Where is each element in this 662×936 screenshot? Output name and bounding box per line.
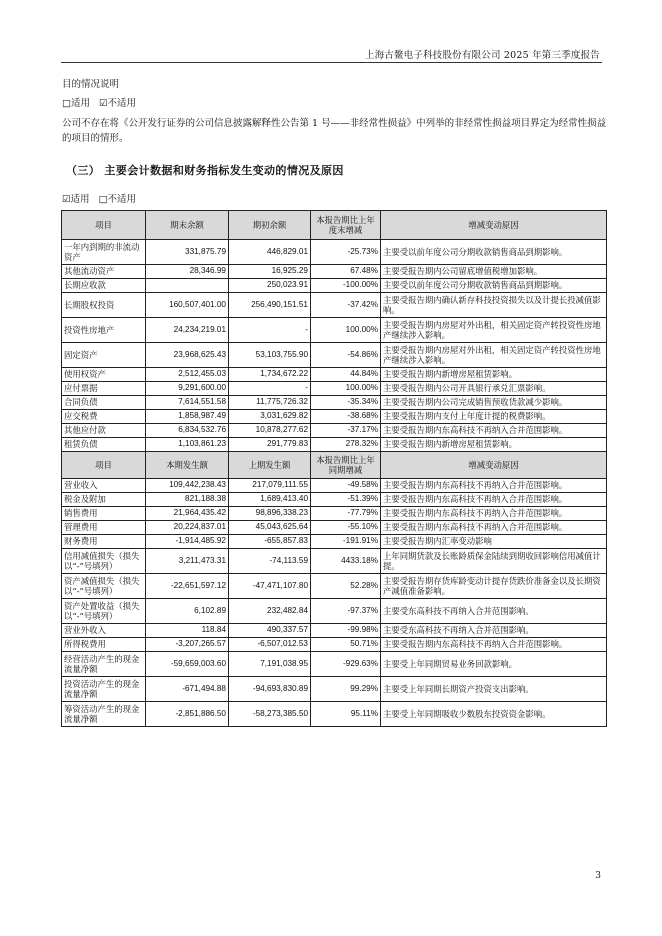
value-prior: 11,775,726.32 bbox=[229, 396, 311, 410]
change-percent: -77.79% bbox=[311, 507, 381, 521]
table-row bbox=[62, 652, 607, 677]
table-row bbox=[62, 479, 607, 493]
column-header: 期初余额 bbox=[229, 211, 311, 240]
value-current: 118.84 bbox=[146, 624, 229, 638]
table-row bbox=[62, 410, 607, 424]
item-name: 销售费用 bbox=[62, 507, 146, 521]
value-prior: 3,031,629.82 bbox=[229, 410, 311, 424]
change-percent: -35.34% bbox=[311, 396, 381, 410]
table-row bbox=[62, 493, 607, 507]
item-name: 投资活动产生的现金流量净额 bbox=[62, 677, 146, 702]
change-percent: -97.37% bbox=[311, 599, 381, 624]
value-current: 6,834,532.76 bbox=[146, 424, 229, 438]
checkbox-applicable[interactable]: □适用 bbox=[62, 98, 90, 109]
value-prior: 256,490,151.51 bbox=[229, 293, 311, 318]
table-row bbox=[62, 240, 607, 265]
table-row bbox=[62, 293, 607, 318]
value-prior: - bbox=[229, 382, 311, 396]
change-reason: 主要受报告期内东高科技不再纳入合并范围影响。 bbox=[381, 424, 607, 438]
change-percent: 95.11% bbox=[311, 702, 381, 727]
item-name: 长期应收款 bbox=[62, 279, 146, 293]
change-reason: 主要受报告期内房屋对外出租，相关固定资产转投资性房地产继续涉入影响。 bbox=[381, 318, 607, 343]
value-prior: 53,103,755.90 bbox=[229, 343, 311, 368]
column-header: 上期发生额 bbox=[229, 452, 311, 479]
column-header: 增减变动原因 bbox=[381, 211, 607, 240]
value-prior: -74,113.59 bbox=[229, 549, 311, 574]
change-percent: -55.10% bbox=[311, 521, 381, 535]
change-reason: 主要受报告期存货库龄变动计提存货跌价准备金以及长期资产减值准备影响。 bbox=[381, 574, 607, 599]
value-current: 109,442,238.43 bbox=[146, 479, 229, 493]
value-current: 23,968,625.43 bbox=[146, 343, 229, 368]
change-reason: 主要受报告期内支付上年度计提的税费影响。 bbox=[381, 410, 607, 424]
change-percent: -37.17% bbox=[311, 424, 381, 438]
item-name: 财务费用 bbox=[62, 535, 146, 549]
change-percent: -51.39% bbox=[311, 493, 381, 507]
change-percent: -99.98% bbox=[311, 624, 381, 638]
item-name: 使用权资产 bbox=[62, 368, 146, 382]
value-current: 9,291,600.00 bbox=[146, 382, 229, 396]
item-name: 固定资产 bbox=[62, 343, 146, 368]
table-row bbox=[62, 318, 607, 343]
change-percent: -38.68% bbox=[311, 410, 381, 424]
value-current: 6,102.89 bbox=[146, 599, 229, 624]
change-percent: 67.48% bbox=[311, 265, 381, 279]
checkbox-not-applicable[interactable]: □不适用 bbox=[98, 194, 137, 205]
value-prior: -655,857.83 bbox=[229, 535, 311, 549]
table-row bbox=[62, 521, 607, 535]
table-row bbox=[62, 574, 607, 599]
change-reason: 主要受上年同期贸易业务回款影响。 bbox=[381, 652, 607, 677]
change-reason: 主要受报告期内公司开具银行承兑汇票影响。 bbox=[381, 382, 607, 396]
change-percent: 4433.18% bbox=[311, 549, 381, 574]
change-reason: 主要受以前年度公司分期收款销售商品到期影响。 bbox=[381, 240, 607, 265]
change-reason: 主要受报告期内房屋对外出租，相关固定资产转投资性房地产继续涉入影响。 bbox=[381, 343, 607, 368]
value-current: -1,914,485.92 bbox=[146, 535, 229, 549]
change-reason: 主要受报告期内东高科技不再纳入合并范围影响。 bbox=[381, 638, 607, 652]
section-title: （三） 主要会计数据和财务指标发生变动的情况及原因 bbox=[66, 164, 344, 177]
table-row bbox=[62, 677, 607, 702]
change-percent: -54.86% bbox=[311, 343, 381, 368]
value-current: 821,188.38 bbox=[146, 493, 229, 507]
column-header: 增减变动原因 bbox=[381, 452, 607, 479]
change-percent: -49.58% bbox=[311, 479, 381, 493]
table-header-row bbox=[62, 452, 607, 479]
report-header-title: 上海古鳌电子科技股份有限公司 2025 年第三季度报告 bbox=[364, 50, 600, 61]
change-reason: 主要受上年同期吸收少数股东投资资金影响。 bbox=[381, 702, 607, 727]
item-name: 管理费用 bbox=[62, 521, 146, 535]
value-prior: 10,878,277.62 bbox=[229, 424, 311, 438]
table-row bbox=[62, 535, 607, 549]
header-divider bbox=[61, 62, 602, 63]
table-row bbox=[62, 424, 607, 438]
change-percent: -100.00% bbox=[311, 279, 381, 293]
value-prior: 16,925.29 bbox=[229, 265, 311, 279]
change-reason: 主要受报告期内东高科技不再纳入合并范围影响。 bbox=[381, 507, 607, 521]
table-row bbox=[62, 382, 607, 396]
value-prior: -94,693,830.89 bbox=[229, 677, 311, 702]
table-header-row bbox=[62, 211, 607, 240]
change-percent: 99.29% bbox=[311, 677, 381, 702]
item-name: 一年内到期的非流动资产 bbox=[62, 240, 146, 265]
checkbox-group-2 bbox=[62, 193, 142, 207]
table-row bbox=[62, 507, 607, 521]
value-prior: 45,043,625.64 bbox=[229, 521, 311, 535]
column-header: 本期发生额 bbox=[146, 452, 229, 479]
item-name: 其他流动资产 bbox=[62, 265, 146, 279]
value-current: 160,507,401.00 bbox=[146, 293, 229, 318]
value-prior: -6,507,012.53 bbox=[229, 638, 311, 652]
item-name: 税金及附加 bbox=[62, 493, 146, 507]
table-row bbox=[62, 438, 607, 452]
item-name: 资产减值损失（损失以“-”号填列） bbox=[62, 574, 146, 599]
value-prior: 490,337.57 bbox=[229, 624, 311, 638]
item-name: 资产处置收益（损失以“-”号填列） bbox=[62, 599, 146, 624]
table-row bbox=[62, 624, 607, 638]
change-reason: 主要受东高科技不再纳入合并范围影响。 bbox=[381, 599, 607, 624]
value-current: -2,851,886.50 bbox=[146, 702, 229, 727]
item-name: 营业收入 bbox=[62, 479, 146, 493]
value-current: -3,207,265.57 bbox=[146, 638, 229, 652]
value-prior: - bbox=[229, 318, 311, 343]
change-percent: -37.42% bbox=[311, 293, 381, 318]
value-prior: 446,829.01 bbox=[229, 240, 311, 265]
table-row bbox=[62, 549, 607, 574]
value-current: -59,659,003.60 bbox=[146, 652, 229, 677]
change-reason: 主要受报告期内东高科技不再纳入合并范围影响。 bbox=[381, 521, 607, 535]
intro-line: 目的情况说明 bbox=[62, 79, 120, 90]
value-prior: 7,191,038.95 bbox=[229, 652, 311, 677]
value-current: 2,512,455.03 bbox=[146, 368, 229, 382]
column-header: 项目 bbox=[62, 452, 146, 479]
table-body bbox=[62, 211, 607, 727]
change-reason: 主要受以前年度公司分期收款销售商品到期影响。 bbox=[381, 279, 607, 293]
value-current bbox=[146, 279, 229, 293]
value-prior: 1,734,672.22 bbox=[229, 368, 311, 382]
table-row bbox=[62, 279, 607, 293]
change-percent: -191.91% bbox=[311, 535, 381, 549]
change-percent: 52.28% bbox=[311, 574, 381, 599]
table-row bbox=[62, 396, 607, 410]
item-name: 租赁负债 bbox=[62, 438, 146, 452]
change-reason: 主要受报告期内确认新存科技投资损失以及计提长投减值影响。 bbox=[381, 293, 607, 318]
value-prior: 98,896,338.23 bbox=[229, 507, 311, 521]
column-header: 期末余额 bbox=[146, 211, 229, 240]
table-row bbox=[62, 702, 607, 727]
value-current: 7,614,551.58 bbox=[146, 396, 229, 410]
change-reason: 主要受报告期内新增房屋租赁影响。 bbox=[381, 368, 607, 382]
intro-paragraph: 公司不存在将《公开发行证券的公司信息披露解释性公告第 1 号——非经常性损益》中列举的非经常性损益项目界定为经常性损益的项目的情形。 bbox=[62, 118, 607, 144]
value-current: 331,875.79 bbox=[146, 240, 229, 265]
value-current: 1,103,861.23 bbox=[146, 438, 229, 452]
item-name: 应付票据 bbox=[62, 382, 146, 396]
checkbox-group-1 bbox=[62, 97, 142, 111]
item-name: 所得税费用 bbox=[62, 638, 146, 652]
value-current: 24,234,219.01 bbox=[146, 318, 229, 343]
change-percent: 100.00% bbox=[311, 382, 381, 396]
value-current: -22,651,597.12 bbox=[146, 574, 229, 599]
page-number: 3 bbox=[595, 871, 601, 881]
value-prior: 232,482.84 bbox=[229, 599, 311, 624]
table-row bbox=[62, 343, 607, 368]
item-name: 投资性房地产 bbox=[62, 318, 146, 343]
value-prior: -58,273,385.50 bbox=[229, 702, 311, 727]
checkbox-not-applicable[interactable]: ☑不适用 bbox=[99, 98, 137, 109]
value-current: 1,858,987.49 bbox=[146, 410, 229, 424]
value-current: 20,224,837.01 bbox=[146, 521, 229, 535]
table-row bbox=[62, 599, 607, 624]
change-percent: -25.73% bbox=[311, 240, 381, 265]
value-prior: 217,079,111.55 bbox=[229, 479, 311, 493]
change-percent: -929.63% bbox=[311, 652, 381, 677]
item-name: 长期股权投资 bbox=[62, 293, 146, 318]
value-prior: 291,779.83 bbox=[229, 438, 311, 452]
change-reason: 主要受报告期内新增房屋租赁影响。 bbox=[381, 438, 607, 452]
table-row bbox=[62, 638, 607, 652]
item-name: 应交税费 bbox=[62, 410, 146, 424]
value-current: 28,346.99 bbox=[146, 265, 229, 279]
checkbox-applicable[interactable]: ☑适用 bbox=[62, 194, 90, 205]
column-header: 项目 bbox=[62, 211, 146, 240]
change-reason: 主要受报告期内东高科技不再纳入合并范围影响。 bbox=[381, 479, 607, 493]
table-row bbox=[62, 265, 607, 279]
value-prior: 1,689,413.40 bbox=[229, 493, 311, 507]
column-header: 本报告期比上年同期增减 bbox=[311, 452, 381, 479]
value-prior: -47,471,107.80 bbox=[229, 574, 311, 599]
change-reason: 主要受东高科技不再纳入合并范围影响。 bbox=[381, 624, 607, 638]
change-reason: 上年同期货款及长账龄质保金陆续到期收回影响信用减值计提。 bbox=[381, 549, 607, 574]
value-prior: 250,023.91 bbox=[229, 279, 311, 293]
column-header: 本报告期比上年度末增减 bbox=[311, 211, 381, 240]
value-current: 21,964,435.42 bbox=[146, 507, 229, 521]
table-row bbox=[62, 368, 607, 382]
item-name: 其他应付款 bbox=[62, 424, 146, 438]
change-reason: 主要受报告期内东高科技不再纳入合并范围影响。 bbox=[381, 493, 607, 507]
item-name: 经营活动产生的现金流量净额 bbox=[62, 652, 146, 677]
change-reason: 主要受报告期内公司留底增值税增加影响。 bbox=[381, 265, 607, 279]
value-current: -671,494.88 bbox=[146, 677, 229, 702]
item-name: 筹资活动产生的现金流量净额 bbox=[62, 702, 146, 727]
financial-changes-table bbox=[61, 210, 607, 727]
change-reason: 主要受报告期内汇率变动影响 bbox=[381, 535, 607, 549]
change-percent: 278.32% bbox=[311, 438, 381, 452]
item-name: 合同负债 bbox=[62, 396, 146, 410]
value-current: 3,211,473.31 bbox=[146, 549, 229, 574]
change-percent: 100.00% bbox=[311, 318, 381, 343]
change-reason: 主要受报告期内公司完成销售预收货款减少影响。 bbox=[381, 396, 607, 410]
change-percent: 50.71% bbox=[311, 638, 381, 652]
item-name: 营业外收入 bbox=[62, 624, 146, 638]
change-percent: 44.84% bbox=[311, 368, 381, 382]
item-name: 信用减值损失（损失以“-”号填列） bbox=[62, 549, 146, 574]
change-reason: 主要受上年同期长期资产投资支出影响。 bbox=[381, 677, 607, 702]
